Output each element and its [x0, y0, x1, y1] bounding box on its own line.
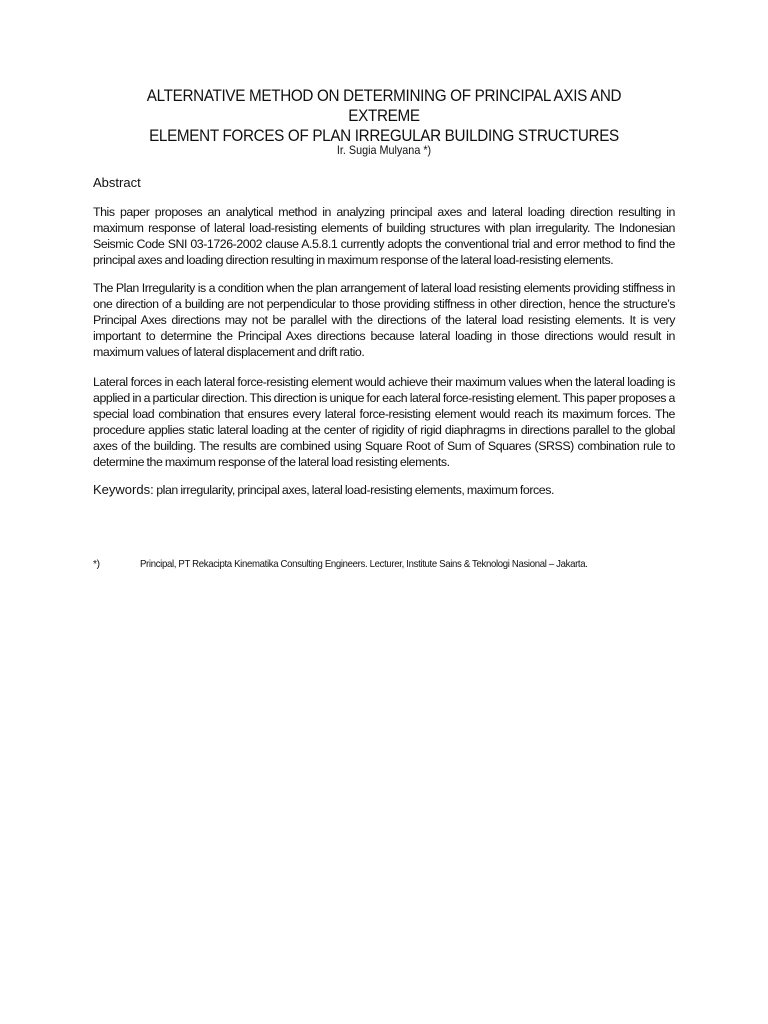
author-line: Ir. Sugia Mulyana *) [336, 143, 432, 157]
abstract-heading: Abstract [93, 175, 141, 190]
keywords-label: Keywords: [93, 482, 154, 497]
paper-page [93, 0, 675, 1024]
paper-title [113, 86, 654, 146]
title-line-1: ALTERNATIVE METHOD ON DETERMINING OF PRINCIPAL AXIS AND EXTREME [146, 87, 622, 125]
abstract-paragraph-3: Lateral forces in each lateral force-resisting element would achieve their maximum values when the lateral loading is applied in a particular direction. This direction is unique for each lateral force-resisting element. This paper proposes a special load combination that ensures every lateral force-resisting element would reach its maximum forces. The procedure applies static lateral loading at the center of rigidity of rigid diaphragms in directions parallel to the global axes of the building. The results are combined using Square Root of Sum of Squares (SRSS) combination rule to determine the maximum response of the lateral load resisting elements. [93, 375, 675, 469]
title-line-2: ELEMENT FORCES OF PLAN IRREGULAR BUILDING STRUCTURES [149, 127, 619, 145]
keywords-line [93, 482, 675, 498]
abstract-paragraph-2: The Plan Irregularity is a condition when the plan arrangement of lateral load resisting elements providing stiffness in one direction of a building are not perpendicular to those providing stiffness in other direction, hence the structure’s Principal Axes directions may not be parallel with the directions of the lateral load resisting elements. It is very important to determine the Principal Axes directions because lateral loading in those directions would result in maximum values of lateral displacement and drift ratio. [93, 281, 675, 359]
abstract-paragraph-1: This paper proposes an analytical method in analyzing principal axes and lateral loading direction resulting in maximum response of lateral load-resisting elements of building structures with plan irregularity. The Indonesian Seismic Code SNI 03-1726-2002 clause A.5.8.1 currently adopts the conventional trial and error method to find the principal axes and loading direction resulting in maximum response of the lateral load-resisting elements. [93, 205, 675, 267]
keywords-text: plan irregularity, principal axes, lateral load-resisting elements, maximum forces. [153, 483, 554, 497]
footnote-text: Principal, PT Rekacipta Kinematika Consulting Engineers. Lecturer, Institute Sains & Teknologi Nasional – Jakarta. [140, 559, 588, 570]
footnote-mark: *) [93, 559, 100, 570]
